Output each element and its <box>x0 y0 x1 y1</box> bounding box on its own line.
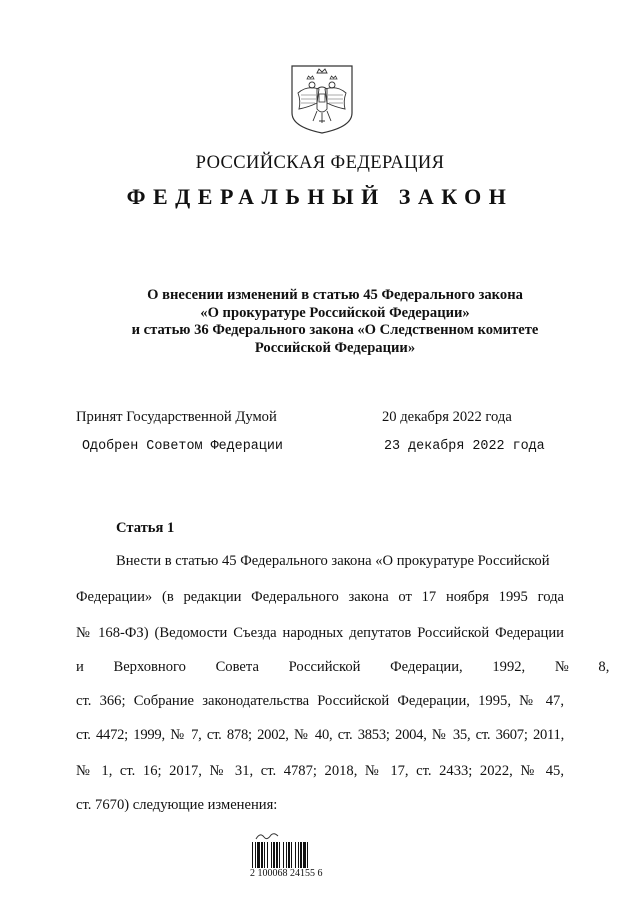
article-line: № 1, ст. 16; 2017, № 31, ст. 4787; 2018, № 17, ст. 2433; 2022, № 45, <box>76 763 564 779</box>
article-line: ст. 7670) следующие изменения: <box>76 797 278 813</box>
law-title-line: «О прокуратуре Российской Федерации» <box>200 304 470 321</box>
document-type: ФЕДЕРАЛЬНЫЙ ЗАКОН <box>126 184 514 209</box>
article-line: ст. 4472; 1999, № 7, ст. 878; 2002, № 40, ст. 3853; 2004, № 35, ст. 3607; 2011, <box>76 727 564 743</box>
coat-of-arms-emblem <box>289 63 355 135</box>
article-heading: Статья 1 <box>116 520 175 536</box>
article-line: № 168-ФЗ) (Ведомости Съезда народных депутатов Российской Федерации <box>76 625 564 641</box>
country-name: РОССИЙСКАЯ ФЕДЕРАЦИЯ <box>195 153 445 173</box>
barcode-bars <box>250 842 330 868</box>
law-title-line: О внесении изменений в статью 45 Федерального закона <box>147 287 523 303</box>
law-title <box>60 287 610 357</box>
barcode-number: 2 100068 24155 6 <box>250 868 323 879</box>
law-title-line: и статью 36 Федерального закона «О Следственном комитете <box>131 322 539 338</box>
approved-date: 23 декабря 2022 года <box>384 439 545 454</box>
article-line: Внести в статью 45 Федерального закона «О прокуратуре Российской <box>116 553 550 569</box>
article-line: и Верховного Совета Российской Федерации, 1992, № 8, <box>76 659 610 675</box>
adopted-date: 20 декабря 2022 года <box>382 409 512 425</box>
handwritten-mark-icon <box>254 830 280 842</box>
approved-label: Одобрен Советом Федерации <box>82 439 283 454</box>
article-line: ст. 366; Собрание законодательства Российской Федерации, 1995, № 47, <box>76 693 564 709</box>
adopted-label: Принят Государственной Думой <box>76 409 277 425</box>
article-line: Федерации» (в редакции Федерального закона от 17 ноября 1995 года <box>76 589 564 605</box>
barcode <box>250 830 330 880</box>
law-title-line: Российской Федерации» <box>254 339 416 356</box>
